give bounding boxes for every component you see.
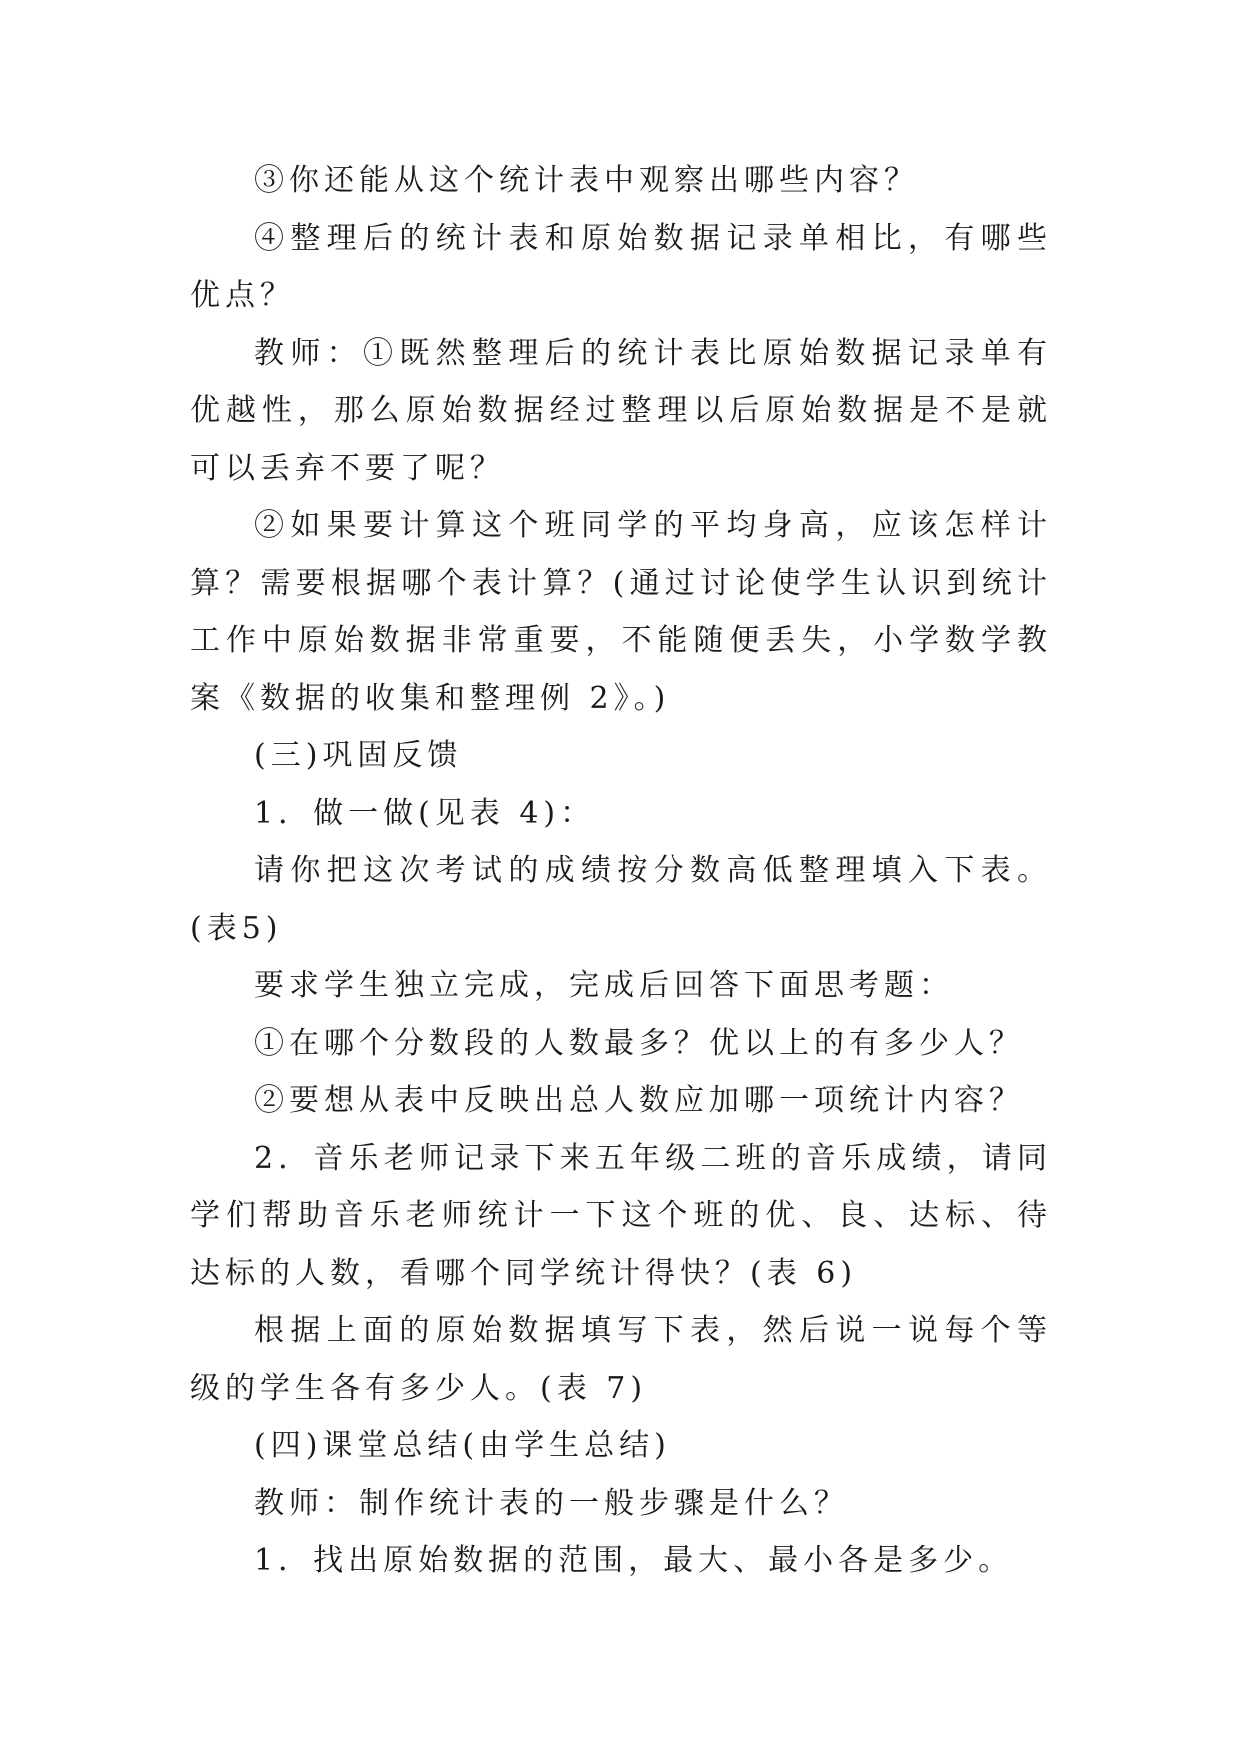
paragraph-teacher-question: 教师：制作统计表的一般步骤是什么？ — [254, 1485, 849, 1521]
document-page — [190, 152, 1052, 1590]
section-heading-4: (四)课堂总结(由学生总结) — [254, 1428, 671, 1463]
paragraph-think-1: ①在哪个分数段的人数最多？优以上的有多少人？ — [254, 1025, 1024, 1061]
paragraph-question-4: ④整理后的统计表和原始数据记录单相比，有哪些优点？ — [190, 220, 1052, 313]
paragraph-table-5: 请你把这次考试的成绩按分数高低整理填入下表。(表5) — [190, 853, 1052, 946]
paragraph-requirement: 要求学生独立完成，完成后回答下面思考题： — [254, 968, 954, 1003]
paragraph-table-7: 根据上面的原始数据填写下表，然后说一说每个等级的学生各有多少人。(表 7) — [190, 1313, 1052, 1406]
section-heading-3: (三)巩固反馈 — [254, 738, 463, 773]
paragraph-exercise-2: 2．音乐老师记录下来五年级二班的音乐成绩，请同学们帮助音乐老师统计一下这个班的优、良、达标、待达标的人数，看哪个同学统计得快？(表 6) — [190, 1140, 1052, 1291]
paragraph-teacher-2: ②如果要计算这个班同学的平均身高，应该怎样计算？需要根据哪个表计算？(通过讨论使学生认识到统计工作中原始数据非常重要，不能随便丢失，小学数学教案《数据的收集和整理例 2》。) — [190, 508, 1052, 716]
paragraph-question-3: ③你还能从这个统计表中观察出哪些内容？ — [254, 163, 919, 198]
paragraph-think-2: ②要想从表中反映出总人数应加哪一项统计内容？ — [254, 1083, 1024, 1118]
paragraph-step-1: 1．找出原始数据的范围，最大、最小各是多少。 — [254, 1543, 1014, 1578]
paragraph-exercise-1: 1．做一做(见表 4)： — [254, 795, 596, 831]
paragraph-teacher-1: 教师：①既然整理后的统计表比原始数据记录单有优越性，那么原始数据经过整理以后原始数据是不是就可以丢弃不要了呢？ — [190, 335, 1052, 486]
